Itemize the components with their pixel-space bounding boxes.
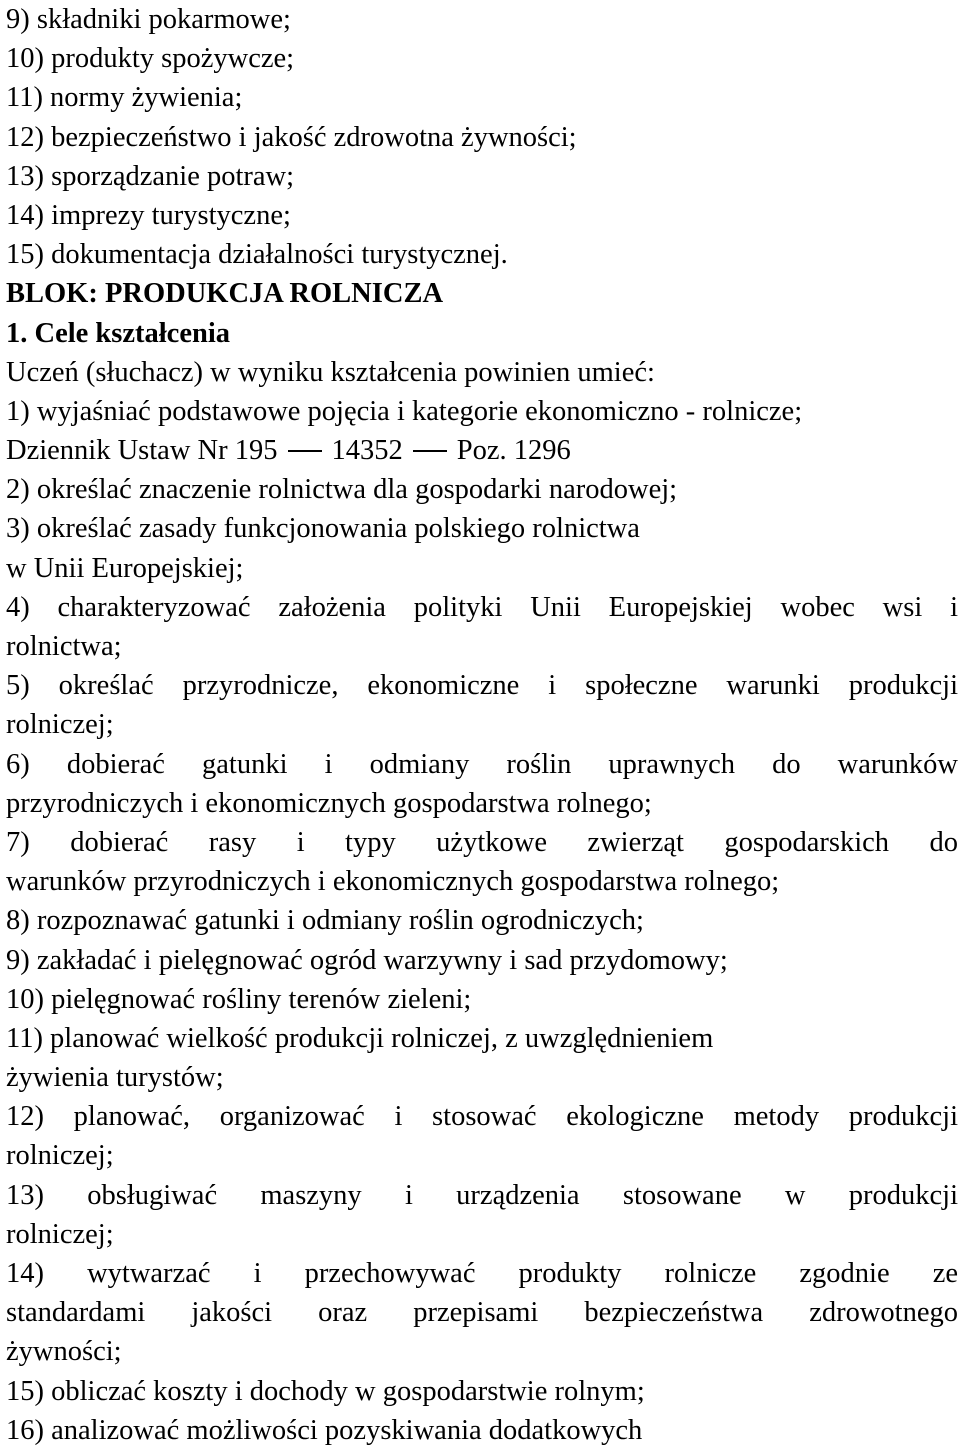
position-number: Poz. 1296 bbox=[456, 435, 571, 467]
list-item: 8) rozpoznawać gatunki i odmiany roślin ogrodniczych; bbox=[6, 905, 644, 937]
list-item: żywności; bbox=[6, 1336, 122, 1368]
list-item: 13) obsługiwać maszyny i urządzenia stosowane w produkcji bbox=[6, 1179, 958, 1211]
list-item: 14) imprezy turystyczne; bbox=[6, 199, 291, 231]
list-item: 5) określać przyrodnicze, ekonomiczne i społeczne warunki produkcji bbox=[6, 670, 958, 702]
dash-separator bbox=[413, 450, 447, 452]
list-item: 9) składniki pokarmowe; bbox=[6, 4, 291, 35]
list-item: standardami jakości oraz przepisami bezpieczeństwa zdrowotnego bbox=[6, 1297, 958, 1329]
page-footer bbox=[6, 431, 958, 470]
intro-text: Uczeń (słuchacz) w wyniku kształcenia powinien umieć: bbox=[6, 356, 655, 388]
list-item: 2) określać znaczenie rolnictwa dla gospodarki narodowej; bbox=[6, 474, 678, 506]
dash-separator bbox=[288, 450, 322, 452]
list-item: 10) pielęgnować rośliny terenów zieleni; bbox=[6, 983, 472, 1015]
list-item: 13) sporządzanie potraw; bbox=[6, 160, 295, 192]
list-item: rolniczej; bbox=[6, 1140, 114, 1172]
list-item: 4) charakteryzować założenia polityki Unii Europejskiej wobec wsi i bbox=[6, 591, 958, 623]
list-item: 12) planować, organizować i stosować ekologiczne metody produkcji bbox=[6, 1101, 958, 1133]
list-item: rolniczej; bbox=[6, 709, 114, 741]
content-list-before bbox=[6, 0, 958, 274]
list-item: żywienia turystów; bbox=[6, 1062, 224, 1094]
list-item: 1) wyjaśniać podstawowe pojęcia i kategorie ekonomiczno - rolnicze; bbox=[6, 395, 803, 427]
list-item: 6) dobierać gatunki i odmiany roślin uprawnych do warunków bbox=[6, 748, 958, 780]
journal-page-number: 14352 bbox=[331, 435, 403, 467]
block-heading: BLOK: PRODUKCJA ROLNICZA bbox=[6, 278, 444, 310]
list-item: rolnictwa; bbox=[6, 631, 122, 662]
list-item: 11) normy żywienia; bbox=[6, 82, 243, 114]
list-item: rolniczej; bbox=[6, 1218, 114, 1250]
document-page bbox=[6, 0, 958, 1450]
list-item: 15) obliczać koszty i dochody w gospodarstwie rolnym; bbox=[6, 1375, 645, 1407]
list-item: 16) analizować możliwości pozyskiwania dodatkowych bbox=[6, 1414, 643, 1446]
content-list-after bbox=[6, 470, 958, 1450]
list-item: warunków przyrodniczych i ekonomicznych gospodarstwa rolnego; bbox=[6, 866, 780, 898]
list-item: 9) zakładać i pielęgnować ogród warzywny i sad przydomowy; bbox=[6, 944, 728, 976]
list-item: 12) bezpieczeństwo i jakość zdrowotna żywności; bbox=[6, 121, 577, 153]
list-item: 10) produkty spożywcze; bbox=[6, 43, 295, 75]
list-item: 7) dobierać rasy i typy użytkowe zwierząt gospodarskich do bbox=[6, 826, 958, 858]
list-item: 14) wytwarzać i przechowywać produkty rolnicze zgodnie ze bbox=[6, 1258, 958, 1289]
list-item: 15) dokumentacja działalności turystycznej. bbox=[6, 239, 508, 271]
list-item: 11) planować wielkość produkcji rolniczej, z uwzględnieniem bbox=[6, 1022, 714, 1054]
list-item: w Unii Europejskiej; bbox=[6, 552, 244, 584]
journal-name: Dziennik Ustaw Nr 195 bbox=[6, 435, 278, 467]
list-item: przyrodniczych i ekonomicznych gospodarstwa rolnego; bbox=[6, 787, 652, 819]
list-item: 3) określać zasady funkcjonowania polskiego rolnictwa bbox=[6, 513, 640, 545]
section-heading: 1. Cele kształcenia bbox=[6, 317, 230, 349]
